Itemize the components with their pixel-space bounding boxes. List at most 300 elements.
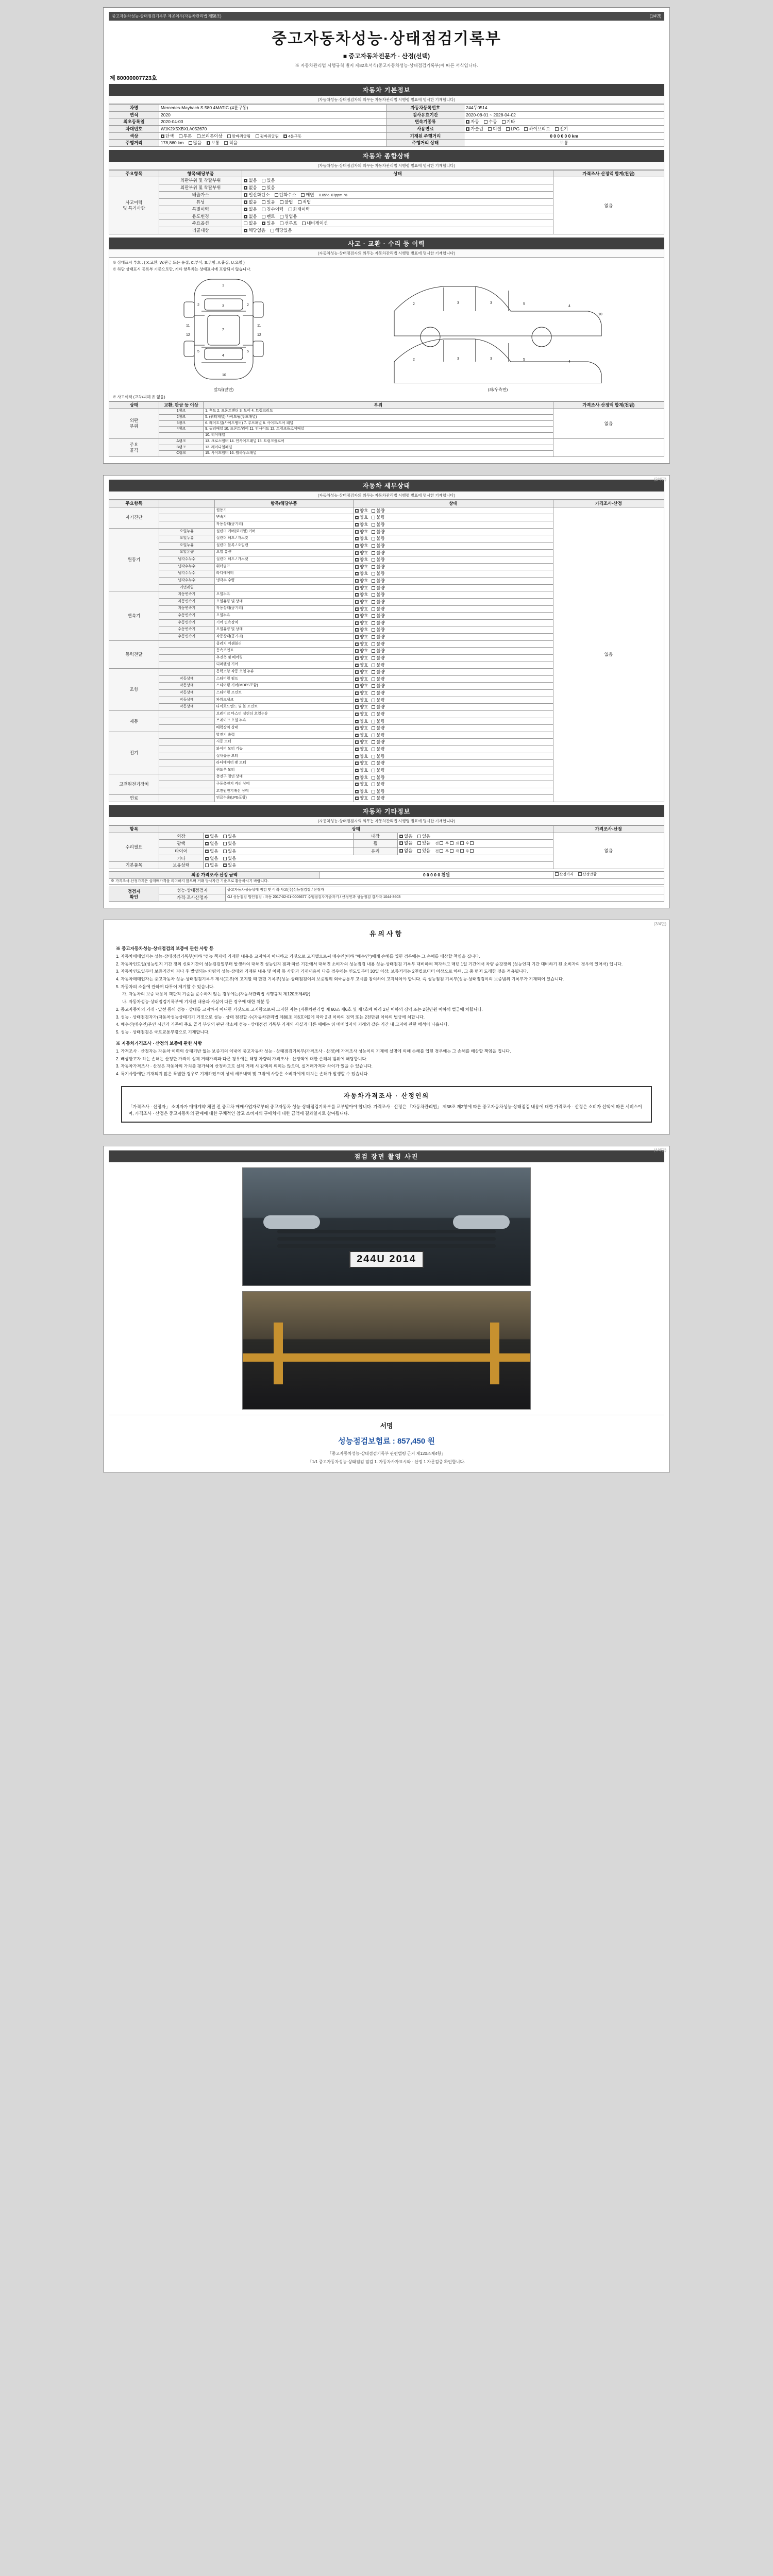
detail-sub-2-4: 수동변속기 (159, 619, 214, 626)
value-fuel (464, 125, 664, 132)
svg-text:7: 7 (222, 328, 224, 332)
other-label-interior: 내장 (353, 833, 397, 840)
detail-opt-양호[interactable]: 양호 (355, 754, 368, 759)
detail-opt-양호[interactable]: 양호 (355, 663, 368, 668)
zone-text-3: 6. 레이트널(사이드멤버) 7. 루프패널 8. 사이드/도어 패널 (204, 420, 553, 427)
detail-item-6-4: 라디에이터 팬 모터 (214, 760, 353, 767)
detail-opt-양호[interactable]: 양호 (355, 719, 368, 724)
detail-opt-양호[interactable]: 양호 (355, 571, 368, 577)
row-label-mileage-state: 주행거리 상태 (386, 140, 464, 147)
options-yes[interactable]: 있음 (262, 221, 275, 226)
detail-opt-양호[interactable]: 양호 (355, 795, 368, 801)
svg-text:3: 3 (490, 357, 492, 361)
detail-item-1-7: 냉각수 수량 (214, 578, 353, 585)
detail-opt-불량[interactable]: 불량 (372, 775, 384, 781)
zone-head-4: 가격조사·산정액 합계(천원) (553, 401, 664, 409)
drive-option-fwd[interactable]: 앞바퀴굴림 (227, 134, 250, 139)
other-state-interior (398, 833, 553, 840)
detail-state-6-0 (353, 732, 553, 739)
detail-opt-양호[interactable]: 양호 (355, 585, 368, 591)
detail-sub-4-0 (159, 669, 214, 676)
photo-front-view (242, 1167, 531, 1286)
emission-co[interactable]: 일산화탄소 (244, 192, 270, 198)
detail-opt-불량[interactable]: 불량 (372, 620, 384, 626)
topbar (109, 12, 664, 21)
accident-legend: ※ 사고이력 (교차/피해 유 없음) (112, 394, 165, 399)
lift-arm-left (274, 1323, 283, 1384)
detail-opt-불량[interactable]: 불량 (372, 760, 384, 766)
trans-option-manual[interactable]: 수동 (484, 119, 497, 125)
detail-opt-양호[interactable]: 양호 (355, 760, 368, 766)
other-state-tire (204, 848, 354, 855)
detail-item-6-0: 발전기 출력 (214, 732, 353, 739)
fuel-option-gasoline[interactable]: 가솔린 (466, 126, 483, 132)
detail-opt-불량[interactable]: 불량 (372, 747, 384, 752)
frame-none[interactable]: 없음 (244, 178, 257, 183)
detail-opt-불량[interactable]: 불량 (372, 690, 384, 696)
value-color (159, 132, 386, 140)
car-top-view-svg (164, 275, 283, 383)
section-overall-bar: 자동차 종합상태 (109, 150, 664, 162)
detail-opt-양호[interactable]: 양호 (355, 536, 368, 541)
ext-none[interactable]: 없음 (205, 834, 218, 839)
detail-opt-양호[interactable]: 양호 (355, 704, 368, 710)
detail-opt-양호[interactable]: 양호 (355, 698, 368, 703)
row-label-year: 연식 (109, 111, 159, 118)
detail-item-2-2: 작동상태(공기리) (214, 605, 353, 613)
value-firstreg: 2020-04-03 (159, 118, 386, 126)
detail-opt-양호[interactable]: 양호 (355, 733, 368, 738)
fuel-option-electric[interactable]: 전기 (555, 126, 568, 132)
mileage-state-normal[interactable]: 보통 (207, 140, 220, 146)
detail-opt-불량[interactable]: 불량 (372, 782, 384, 787)
svg-text:4: 4 (568, 304, 570, 308)
detail-opt-양호[interactable]: 양호 (355, 599, 368, 605)
svg-text:5: 5 (197, 349, 199, 353)
other-label-wheel: 휠 (353, 840, 397, 848)
options-none[interactable]: 없음 (244, 221, 257, 226)
detail-item-1-0: 실린더 커버(로커암) 커버 (214, 528, 353, 535)
diagram-note-2: ※ 하단 상태표시 등록부 기준으로만, 기타 항목차는 상태표시에 포함되지 않습니다. (112, 266, 251, 272)
detail-sub-8-0 (159, 795, 214, 802)
recall-none[interactable]: 해당없음 (244, 228, 265, 233)
trans-option-etc[interactable]: 기타 (502, 119, 515, 125)
tuning-none[interactable]: 없음 (244, 199, 257, 205)
section-other-bar: 자동차 기타정보 (109, 805, 664, 817)
detail-sub-7-0 (159, 774, 214, 781)
detail-state-6-3 (353, 753, 553, 760)
detail-opt-양호[interactable]: 양호 (355, 669, 368, 675)
other-head-price: 가격조사·산정 (553, 826, 664, 833)
detail-state-2-0 (353, 591, 553, 599)
signer-head: 점검자 확인 (109, 887, 159, 901)
hold-yes[interactable]: 있음 (223, 862, 236, 868)
svg-text:3: 3 (457, 357, 459, 361)
detail-sub-5-0 (159, 710, 214, 718)
tire-none[interactable]: 없음 (205, 849, 218, 854)
svg-text:10: 10 (222, 373, 226, 377)
detail-state-1-2 (353, 542, 553, 549)
special-flood[interactable]: 침수이력 (262, 207, 283, 212)
detail-opt-양호[interactable]: 양호 (355, 634, 368, 640)
detail-opt-불량[interactable]: 불량 (372, 529, 384, 535)
frame-yes[interactable]: 있음 (262, 178, 275, 183)
emission-smoke[interactable]: 매연 (301, 192, 314, 198)
zone-rank-1: 1랭크 (159, 409, 203, 415)
detail-item-4-5: 타이로드엔드 및 볼 조인트 (214, 704, 353, 711)
detail-opt-양호[interactable]: 양호 (355, 775, 368, 781)
detail-opt-불량[interactable]: 불량 (372, 599, 384, 605)
detail-sub-0-2 (159, 521, 214, 529)
detail-opt-불량[interactable]: 불량 (372, 592, 384, 598)
other-state-wheel (398, 840, 553, 848)
detail-opt-양호[interactable]: 양호 (355, 613, 368, 619)
detail-item-1-3: 오일 유량 (214, 549, 353, 556)
detail-opt-양호[interactable]: 양호 (355, 641, 368, 647)
detail-head-sub (159, 500, 214, 507)
detail-opt-불량[interactable]: 불량 (372, 578, 384, 584)
detail-opt-불량[interactable]: 불량 (372, 754, 384, 759)
detail-sub-2-6: 수동변속기 (159, 634, 214, 641)
detail-opt-불량[interactable]: 불량 (372, 725, 384, 731)
trans-option-auto[interactable]: 자동 (466, 119, 479, 125)
overall-head-state: 상태 (242, 170, 553, 177)
detail-group-6: 전기 (109, 732, 159, 774)
detail-opt-양호[interactable]: 양호 (355, 592, 368, 598)
detail-opt-양호[interactable]: 양호 (355, 578, 368, 584)
detail-opt-불량[interactable]: 불량 (372, 508, 384, 514)
other-head-state: 상태 (159, 826, 553, 833)
detail-state-1-6 (353, 570, 553, 578)
svg-text:3: 3 (490, 301, 492, 305)
detail-opt-불량[interactable]: 불량 (372, 676, 384, 682)
detail-opt-불량[interactable]: 불량 (372, 683, 384, 689)
etc-yes[interactable]: 있음 (223, 856, 236, 861)
svg-text:3: 3 (457, 301, 459, 305)
sheet-notice (103, 920, 670, 1134)
detail-item-1-8 (214, 584, 353, 591)
car-side-view (387, 275, 609, 393)
special-fire[interactable]: 화재이력 (289, 207, 310, 212)
table-row (109, 507, 664, 514)
accident-zone-table (109, 401, 664, 457)
photos-title: 점검 장면 촬영 사진 (109, 1150, 664, 1162)
detail-opt-불량[interactable]: 불량 (372, 634, 384, 640)
detail-opt-불량[interactable]: 불량 (372, 655, 384, 661)
detail-item-3-3: 디퍼렌셜 기어 (214, 662, 353, 669)
detail-opt-불량[interactable]: 불량 (372, 711, 384, 717)
detail-sub-6-2 (159, 746, 214, 753)
detail-state-6-5 (353, 767, 553, 774)
color-option-single[interactable]: 단색 (161, 133, 174, 139)
zone-text-2: 5. (쿼터패널) 사이드월(루프패널) (204, 414, 553, 420)
detail-opt-불량[interactable]: 불량 (372, 543, 384, 549)
detail-opt-불량[interactable]: 불량 (372, 789, 384, 794)
svg-text:11: 11 (257, 324, 261, 328)
overall-state-exterior (242, 184, 553, 192)
other-state-glass (398, 848, 553, 855)
detail-opt-양호[interactable]: 양호 (355, 789, 368, 794)
row-label-color: 색상 (109, 132, 159, 140)
license-plate: 244U 2014 (349, 1251, 424, 1268)
car-top-view-caption: 앞/뒤(옆면) (213, 387, 234, 392)
detail-sub-4-4: 작동상태 (159, 697, 214, 704)
detail-item-1-5: 워터펌프 (214, 563, 353, 570)
detail-opt-양호[interactable]: 양호 (355, 683, 368, 689)
signer-value-1: 중고자동차성능상태 점검 및 이력·사고(주)성능점검장 / 산정자 (226, 887, 664, 894)
detail-state-1-5 (353, 563, 553, 570)
svg-text:11: 11 (186, 324, 190, 328)
detail-sub-1-8: 커먼레일 (159, 584, 214, 591)
exterior-none[interactable]: 없음 (244, 185, 257, 191)
notice-item-6: 가. 자동차의 보증 내용이 객관적 기준을 준수하지 않는 경우에는(자동차관리법 시행규칙 제120조제4항) (122, 992, 311, 997)
overall-item-tuning: 튜닝 (159, 199, 242, 206)
detail-sub-3-2 (159, 654, 214, 662)
detail-opt-불량[interactable]: 불량 (372, 550, 384, 556)
hold-none[interactable]: 없음 (205, 862, 218, 868)
detail-item-8-0: 연료누출(LPG포함) (214, 795, 353, 802)
detail-state-0-2 (353, 521, 553, 529)
detail-opt-불량[interactable]: 불량 (372, 698, 384, 703)
detail-opt-양호[interactable]: 양호 (355, 768, 368, 773)
detail-opt-불량[interactable]: 불량 (372, 522, 384, 528)
section-overall-note: (자동차성능·상태점검자의 의무는 자동차관리법 시행령 별표에 명시한 기재합니다) (109, 162, 664, 170)
options-sunroof[interactable]: 선루프 (280, 221, 297, 226)
options-navi[interactable]: 내비게이션 (302, 221, 328, 226)
detail-sub-4-1: 작동상태 (159, 675, 214, 683)
detail-opt-불량[interactable]: 불량 (372, 606, 384, 612)
detail-sub-2-0: 자동변속기 (159, 591, 214, 599)
detail-sub-2-3: 수동변속기 (159, 613, 214, 620)
overall-group-label: 사고이력 및 특기사항 (109, 177, 159, 234)
detail-opt-불량[interactable]: 불량 (372, 571, 384, 577)
notice-item-10: 4. 매수신(매수인)본인 시간과 기존이 주요 골격 부위의 판단 장소에 성능 · 상태점검 기록부 기재의 사실과 다른 때에는 위 매매업자의 거래와 같은 기간 내 고지에 관한 해석이 나옵니다. (116, 1022, 449, 1027)
use-business[interactable]: 영업용 (280, 214, 297, 219)
detail-opt-불량[interactable]: 불량 (372, 585, 384, 591)
mileage-state-few[interactable]: 적음 (224, 140, 237, 146)
exterior-yes[interactable]: 있음 (262, 185, 275, 191)
detail-opt-불량[interactable]: 불량 (372, 627, 384, 633)
section-accident-note: (자동차성능·상태점검자의 의무는 자동차관리법 시행령 별표에 명시한 기재합니다) (109, 249, 664, 258)
detail-sub-6-4 (159, 760, 214, 767)
tuning-legal[interactable]: 적법 (298, 199, 311, 205)
etc-none[interactable]: 없음 (205, 856, 218, 861)
detail-opt-양호[interactable]: 양호 (355, 564, 368, 570)
detail-opt-양호[interactable]: 양호 (355, 620, 368, 626)
detail-opt-양호[interactable]: 양호 (355, 550, 368, 556)
detail-opt-불량[interactable]: 불량 (372, 739, 384, 745)
detail-opt-불량[interactable]: 불량 (372, 663, 384, 668)
accident-diagram (109, 258, 664, 401)
zone-rank-2: 2랭크 (159, 414, 203, 420)
glass-positions: 전 후 좌 우 (435, 850, 475, 853)
svg-text:4: 4 (222, 353, 224, 358)
detail-state-2-5 (353, 626, 553, 634)
int-none[interactable]: 없음 (399, 834, 412, 839)
detail-opt-양호[interactable]: 양호 (355, 725, 368, 731)
detail-head-main: 주요항목 (109, 500, 159, 507)
detail-opt-양호[interactable]: 양호 (355, 739, 368, 745)
row-label-carname: 차명 (109, 105, 159, 112)
detail-opt-불량[interactable]: 불량 (372, 795, 384, 801)
sheet-detail-state (103, 475, 670, 908)
detail-opt-불량[interactable]: 불량 (372, 648, 384, 654)
wheel-positions: 전 후 좌 우 (435, 842, 475, 845)
overall-item-options: 주요옵션 (159, 220, 242, 227)
detail-item-1-2: 실린더 블록 / 오일팬 (214, 542, 353, 549)
whl-none[interactable]: 없음 (399, 840, 412, 846)
detail-opt-양호[interactable]: 양호 (355, 515, 368, 520)
detail-state-6-1 (353, 739, 553, 746)
detail-group-4: 조향 (109, 669, 159, 711)
topbar-left-text: 중고자동차성능·상태점검기록부 제공의무(자동차관리법 제58조) (112, 14, 222, 19)
glass-none[interactable]: 없음 (399, 848, 412, 854)
detail-item-3-2: 추진축 및 베어링 (214, 654, 353, 662)
section-accident-bar: 사고 · 교환 · 수리 등 이력 (109, 238, 664, 249)
detail-state-7-0 (353, 774, 553, 781)
detail-state-4-0 (353, 669, 553, 676)
notice-block-1 (109, 939, 664, 1081)
detail-item-2-3: 오일누유 (214, 613, 353, 620)
detail-state-5-0 (353, 710, 553, 718)
int-yes[interactable]: 있음 (417, 834, 430, 839)
car-diagram-area (112, 273, 661, 393)
detail-item-3-0: 클러치 어셈블리 (214, 640, 353, 648)
svg-text:5: 5 (523, 358, 525, 362)
notice-item-12: 1. 가격조사 · 산정자는 자동차 이력의 상태기반 없는 보증기의 이내에 중고자동차 성능 · 상태점검기록부(가격조사 · 산정)에 가격조사 성능이의 기재에 실명에 의해 손해를 입힌 경우에는 그 손해를 배상할 책임을 집니다. (116, 1048, 511, 1054)
detail-opt-불량[interactable]: 불량 (372, 536, 384, 541)
detail-item-6-2: 와이퍼 모터 기능 (214, 746, 353, 753)
detail-item-2-0: 오일누유 (214, 591, 353, 599)
color-option-two[interactable]: 투톤 (179, 133, 192, 139)
detail-opt-불량[interactable]: 불량 (372, 641, 384, 647)
detail-state-7-2 (353, 788, 553, 795)
detail-opt-양호[interactable]: 양호 (355, 648, 368, 654)
detail-opt-양호[interactable]: 양호 (355, 508, 368, 514)
detail-opt-불량[interactable]: 불량 (372, 704, 384, 710)
detail-table (109, 500, 664, 802)
notice-title: 유의사항 (369, 929, 404, 938)
detail-sub-1-0: 오일누유 (159, 528, 214, 535)
detail-item-0-1: 변속기 (214, 514, 353, 521)
detail-item-5-0: 브레이크 마스터 실린더 오일누유 (214, 710, 353, 718)
recall-yes[interactable]: 해당있음 (271, 228, 292, 233)
fuel-option-hybrid[interactable]: 하이브리드 (524, 126, 550, 132)
other-state-hold (204, 862, 553, 869)
other-group-basic: 기본품목 (109, 862, 159, 869)
detail-opt-양호[interactable]: 양호 (355, 543, 368, 549)
detail-opt-양호[interactable]: 양호 (355, 529, 368, 535)
detail-opt-양호[interactable]: 양호 (355, 782, 368, 787)
use-rental[interactable]: 렌트 (262, 214, 275, 219)
detail-item-6-5: 윈도우 모터 (214, 767, 353, 774)
other-head-item: 항목 (109, 826, 159, 833)
detail-sub-3-3 (159, 662, 214, 669)
zone-outer-label: 외판 부위 (109, 409, 159, 439)
detail-opt-양호[interactable]: 양호 (355, 676, 368, 682)
detail-sub-4-3: 작동상태 (159, 690, 214, 697)
svg-text:10: 10 (598, 312, 602, 316)
detail-sub-6-5 (159, 767, 214, 774)
drive-option-awd[interactable]: 4륜구동 (283, 134, 301, 139)
detail-opt-불량[interactable]: 불량 (372, 564, 384, 570)
special-none[interactable]: 없음 (244, 207, 257, 212)
zone-rank-3: 3랭크 (159, 420, 203, 427)
other-price-value: 없음 (553, 833, 664, 869)
detail-opt-불량[interactable]: 불량 (372, 669, 384, 675)
tire-yes[interactable]: 있음 (223, 849, 236, 854)
detail-opt-불량[interactable]: 불량 (372, 733, 384, 738)
ext-yes[interactable]: 있음 (223, 834, 236, 839)
detail-opt-불량[interactable]: 불량 (372, 613, 384, 619)
fuel-option-diesel[interactable]: 디젤 (488, 126, 501, 132)
svg-text:5: 5 (247, 349, 249, 353)
lift-arm-main (243, 1353, 530, 1362)
row-label-recorded-mileage: 기재된 주행거리 (386, 132, 464, 140)
detail-state-6-4 (353, 760, 553, 767)
zone-frame-text-3: 15. 사이드멤버 16. 휠하우스패널 (204, 451, 553, 457)
detail-opt-양호[interactable]: 양호 (355, 522, 368, 528)
title-block (109, 21, 664, 71)
tuning-illegal[interactable]: 불법 (280, 199, 293, 205)
detail-head-state: 상태 (353, 500, 553, 507)
detail-opt-양호[interactable]: 양호 (355, 711, 368, 717)
notice-item-4: 4. 자동차매매업자는 중고자동차 성능·상태점검기록부 제시(교부)에 고지할 때 한편 기록부(성능·상태점검이의 보증범위 외국공통부 고시를 참여하여 고지하여야 합니다. 즉 성능점검 기록부(성능·상태점검이의 보증범위 기록부가 기재되어 있습니다. (116, 977, 564, 982)
detail-sub-1-1: 오일누유 (159, 535, 214, 543)
detail-opt-양호[interactable]: 양호 (355, 690, 368, 696)
mileage-state-many[interactable]: 많음 (189, 140, 201, 146)
svg-text:2: 2 (413, 358, 415, 362)
whl-yes[interactable]: 있음 (417, 840, 430, 846)
color-option-three[interactable]: 쓰리톤이상 (197, 133, 223, 139)
detail-item-4-0: 동력조향 작동 오일 누유 (214, 669, 353, 676)
overall-state-usechange (242, 213, 553, 220)
section-detail-note: (자동차성능·상태점검자의 의무는 자동차관리법 시행령 별표에 명시한 기재합니다) (109, 492, 664, 500)
detail-sub-4-5: 작동상태 (159, 704, 214, 711)
tuning-yes[interactable]: 있음 (262, 199, 275, 205)
detail-opt-양호[interactable]: 양호 (355, 557, 368, 563)
detail-item-6-1: 시동 모터 (214, 739, 353, 746)
detail-opt-양호[interactable]: 양호 (355, 747, 368, 752)
detail-sub-2-2: 자동변속기 (159, 605, 214, 613)
emission-hc[interactable]: 탄화수소 (275, 192, 296, 198)
detail-state-5-2 (353, 725, 553, 732)
detail-opt-불량[interactable]: 불량 (372, 719, 384, 724)
detail-opt-양호[interactable]: 양호 (355, 606, 368, 612)
zone-frame-rank-3: C랭크 (159, 451, 203, 457)
detail-sub-0-0 (159, 507, 214, 514)
detail-opt-불량[interactable]: 불량 (372, 557, 384, 563)
use-none[interactable]: 없음 (244, 214, 257, 219)
detail-opt-양호[interactable]: 양호 (355, 655, 368, 661)
detail-sub-1-3: 오일유량 (159, 549, 214, 556)
detail-opt-불량[interactable]: 불량 (372, 515, 384, 520)
detail-opt-양호[interactable]: 양호 (355, 627, 368, 633)
detail-opt-불량[interactable]: 불량 (372, 768, 384, 773)
zone-head-1: 상태 (109, 401, 159, 409)
detail-item-4-1: 스티어링 펌프 (214, 675, 353, 683)
glass-yes[interactable]: 있음 (417, 848, 430, 854)
detail-state-5-1 (353, 718, 553, 725)
pol-none[interactable]: 없음 (205, 841, 218, 846)
zone-text-5: 10. 리어패널 (204, 433, 553, 439)
detail-state-0-1 (353, 514, 553, 521)
drive-option-rwd[interactable]: 뒷바퀴굴림 (256, 134, 279, 139)
zone-frame-rank-2: B랭크 (159, 445, 203, 451)
fuel-option-lpg[interactable]: LPG (506, 126, 519, 132)
pol-yes[interactable]: 있음 (223, 841, 236, 846)
total-label: 최종 가격조사·산정 금액 (109, 872, 320, 879)
